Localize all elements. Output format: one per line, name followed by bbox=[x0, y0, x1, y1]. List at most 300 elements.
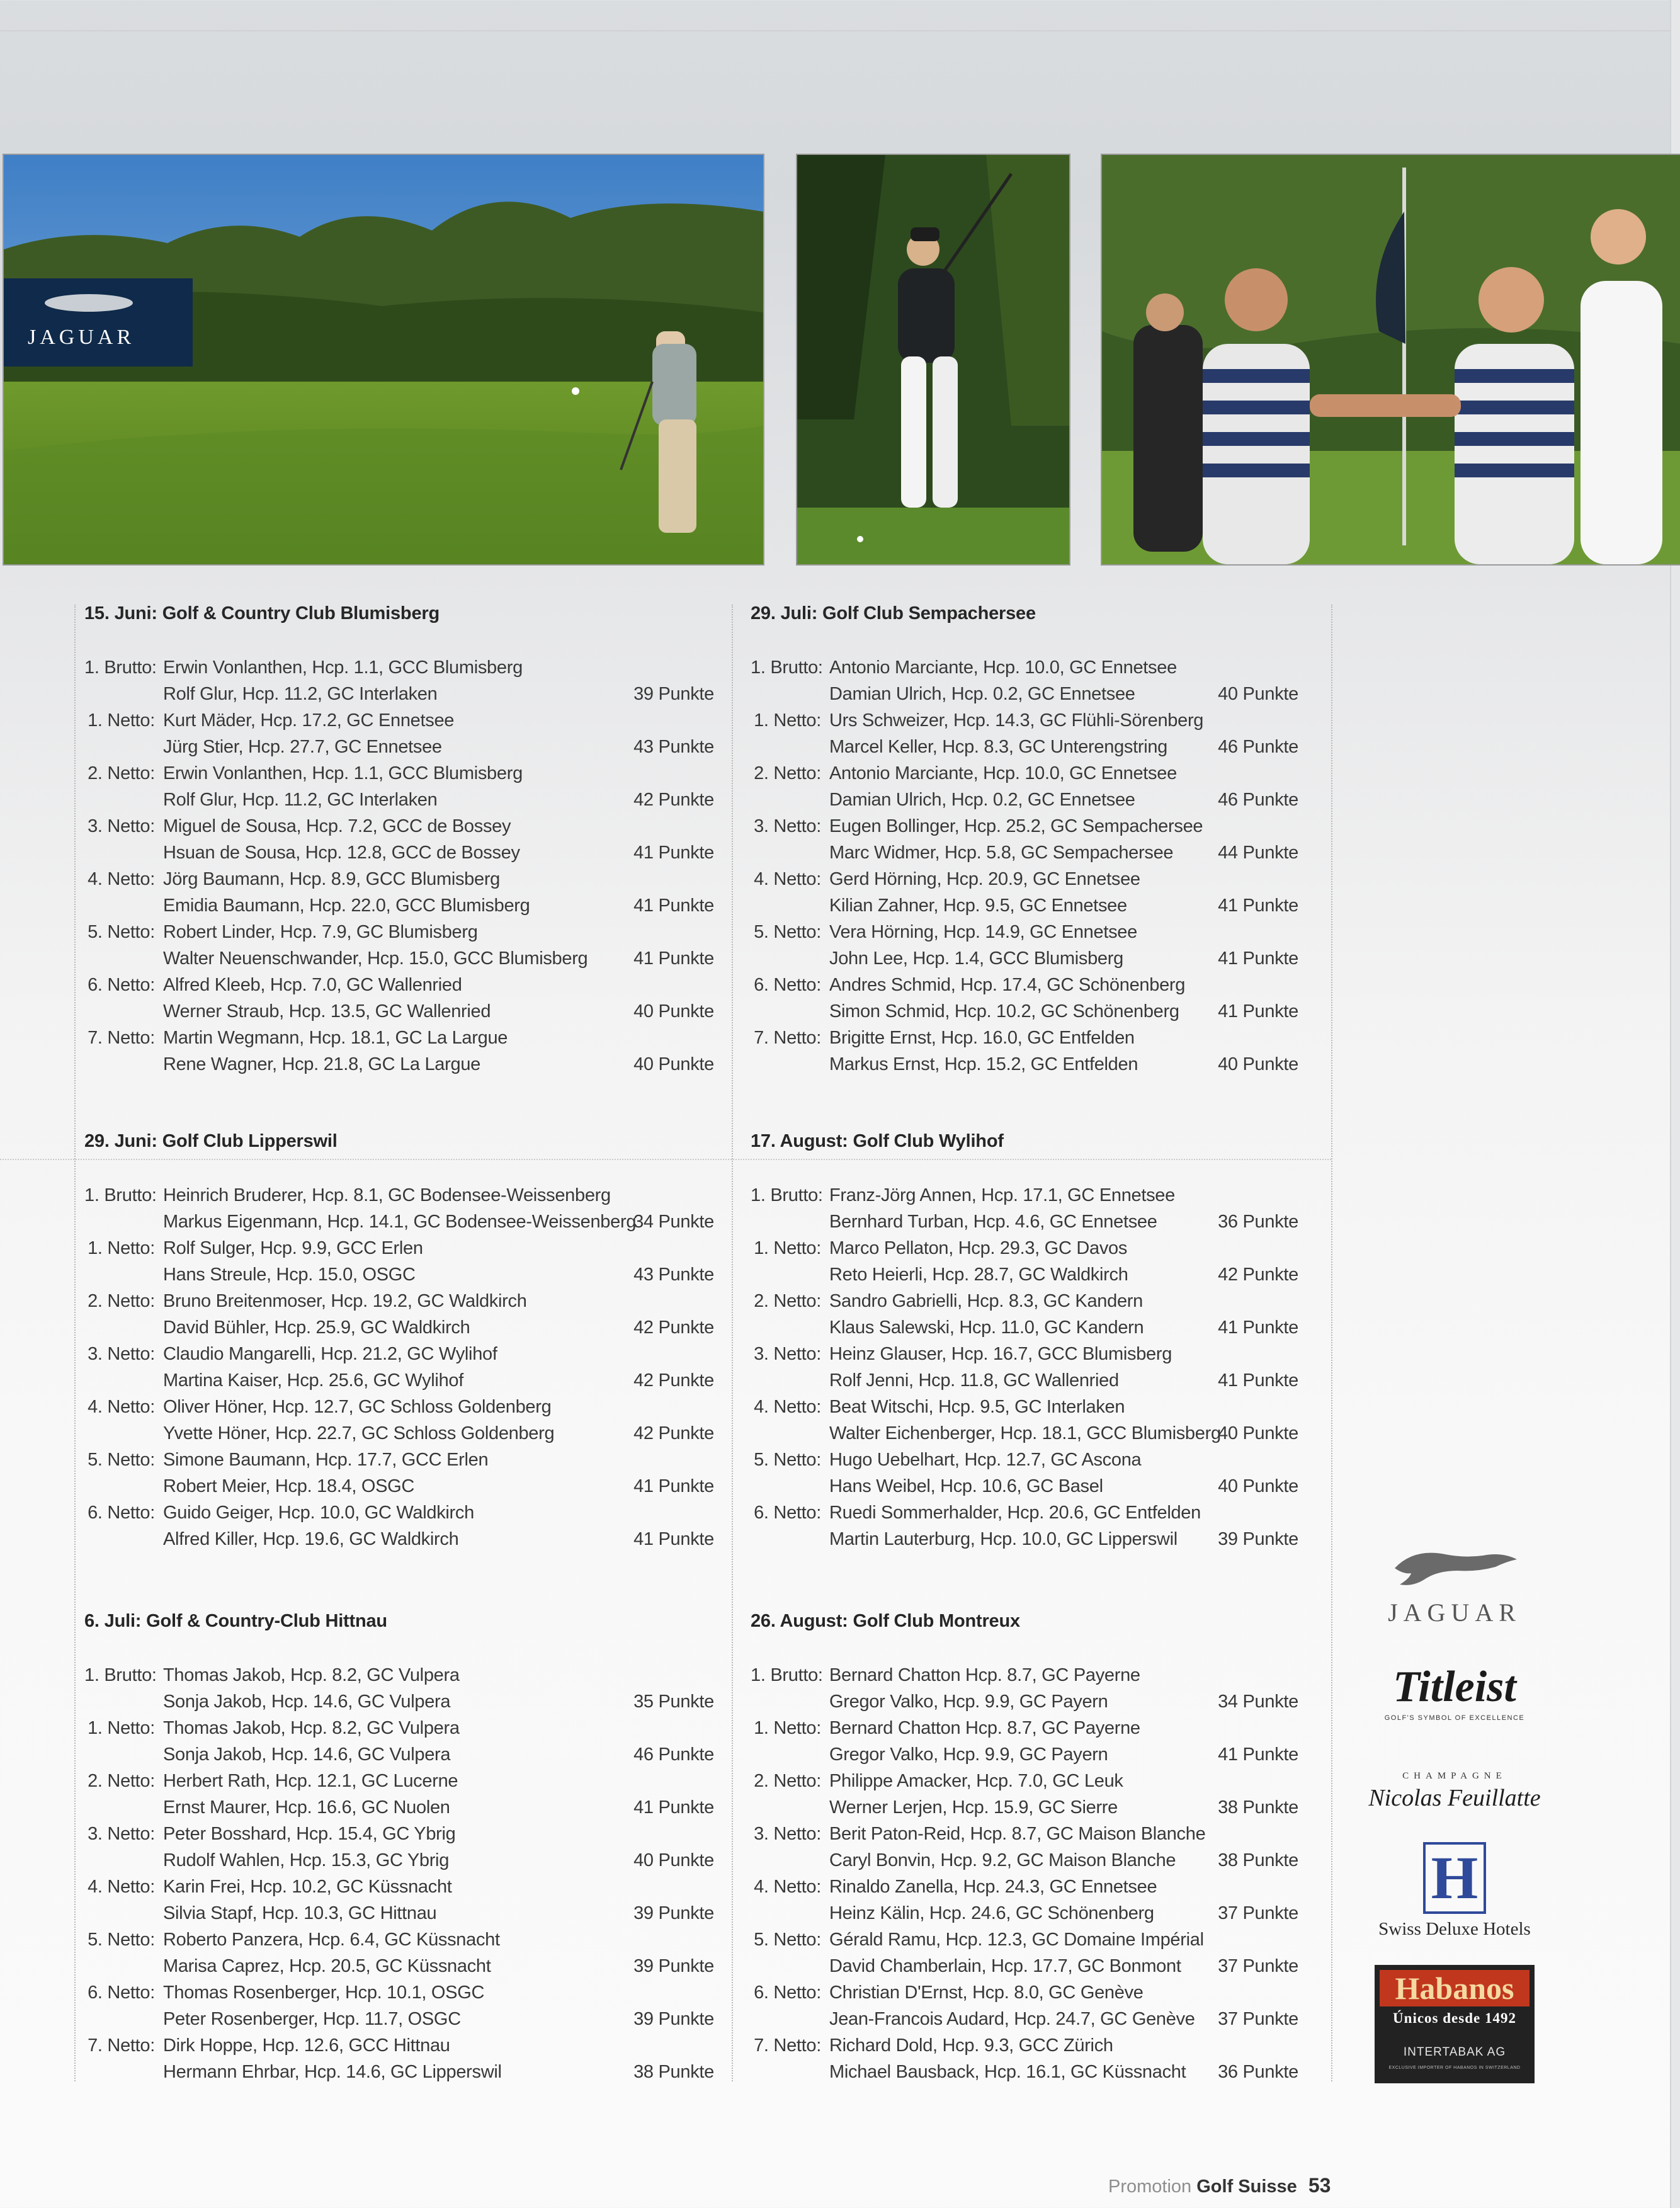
result-row bbox=[751, 707, 1298, 734]
result-points: 46 Punkte bbox=[1218, 790, 1298, 810]
result-player: Rolf Sulger, Hcp. 9.9, GCC Erlen bbox=[163, 1238, 423, 1258]
section-title: 29. Juli: Golf Club Sempachersee bbox=[751, 603, 1036, 623]
result-player: Markus Eigenmann, Hcp. 14.1, GC Bodensee-Weissenberg bbox=[163, 1212, 637, 1232]
result-player: Caryl Bonvin, Hcp. 9.2, GC Maison Blanche bbox=[829, 1850, 1176, 1870]
habanos-logo bbox=[1360, 1965, 1549, 2083]
result-row bbox=[751, 919, 1298, 945]
intertabak-wordmark: INTERTABAK AG bbox=[1403, 2046, 1506, 2059]
result-rank: 4. Netto: bbox=[754, 1397, 821, 1417]
result-row bbox=[751, 1288, 1298, 1314]
result-rank: 2. Netto: bbox=[754, 1771, 821, 1791]
result-points: 34 Punkte bbox=[633, 1212, 714, 1232]
result-row bbox=[84, 1314, 714, 1341]
results-list bbox=[751, 1662, 1298, 2085]
result-points: 46 Punkte bbox=[1218, 737, 1298, 757]
result-player: Hsuan de Sousa, Hcp. 12.8, GCC de Bossey bbox=[163, 843, 520, 863]
photo-putting-golfer bbox=[3, 154, 764, 566]
intertabak-subline: EXCLUSIVE IMPORTER OF HABANOS IN SWITZERLAND bbox=[1388, 2066, 1521, 2070]
result-player: Philippe Amacker, Hcp. 7.0, GC Leuk bbox=[829, 1771, 1123, 1791]
result-player: Gregor Valko, Hcp. 9.9, GC Payern bbox=[829, 1692, 1108, 1712]
result-player: Roberto Panzera, Hcp. 6.4, GC Küssnacht bbox=[163, 1930, 500, 1950]
result-points: 38 Punkte bbox=[1218, 1850, 1298, 1870]
result-row bbox=[84, 681, 714, 707]
result-points: 40 Punkte bbox=[1218, 684, 1298, 704]
result-row bbox=[751, 1794, 1298, 1821]
result-rank: 1. Brutto: bbox=[84, 1185, 157, 1205]
swiss-deluxe-hotels-logo bbox=[1360, 1842, 1549, 1940]
result-row bbox=[84, 1051, 714, 1078]
result-row bbox=[84, 892, 714, 919]
result-row bbox=[84, 787, 714, 813]
result-rank: 6. Netto: bbox=[754, 1983, 821, 2003]
leaping-cat-icon bbox=[1388, 1543, 1521, 1591]
result-points: 39 Punkte bbox=[1218, 1529, 1298, 1549]
champagne-wordmark: Nicolas Feuillatte bbox=[1368, 1785, 1541, 1811]
result-row bbox=[751, 998, 1298, 1025]
result-row bbox=[751, 681, 1298, 707]
result-rank: 6. Netto: bbox=[88, 1503, 155, 1523]
result-player: Thomas Jakob, Hcp. 8.2, GC Vulpera bbox=[163, 1718, 460, 1738]
result-player: Walter Neuenschwander, Hcp. 15.0, GCC Blumisberg bbox=[163, 948, 588, 969]
result-points: 42 Punkte bbox=[633, 1317, 714, 1338]
result-rank: 5. Netto: bbox=[754, 1450, 821, 1470]
result-points: 40 Punkte bbox=[1218, 1054, 1298, 1074]
result-points: 35 Punkte bbox=[633, 1692, 714, 1712]
result-row bbox=[84, 1847, 714, 1874]
result-rank: 3. Netto: bbox=[754, 1824, 821, 1844]
result-row bbox=[84, 866, 714, 892]
result-row bbox=[84, 1794, 714, 1821]
section-title: 17. August: Golf Club Wylihof bbox=[751, 1131, 1004, 1151]
result-row bbox=[84, 1741, 714, 1768]
result-rank: 2. Netto: bbox=[88, 1771, 155, 1791]
page-number: 53 bbox=[1308, 2174, 1331, 2197]
result-player: Antonio Marciante, Hcp. 10.0, GC Ennetsee bbox=[829, 657, 1177, 678]
result-row bbox=[751, 2032, 1298, 2059]
result-points: 46 Punkte bbox=[633, 1744, 714, 1765]
result-rank: 5. Netto: bbox=[754, 1930, 821, 1950]
result-rank: 7. Netto: bbox=[754, 2035, 821, 2056]
result-row bbox=[84, 1447, 714, 1473]
result-rank: 4. Netto: bbox=[88, 869, 155, 889]
result-points: 44 Punkte bbox=[1218, 843, 1298, 863]
result-row bbox=[751, 1473, 1298, 1500]
result-points: 34 Punkte bbox=[1218, 1692, 1298, 1712]
result-rank: 1. Netto: bbox=[754, 1238, 821, 1258]
results-list bbox=[84, 654, 714, 1078]
result-points: 43 Punkte bbox=[633, 1265, 714, 1285]
result-row bbox=[751, 2006, 1298, 2032]
result-rank: 2. Netto: bbox=[88, 1291, 155, 1311]
result-row bbox=[84, 1900, 714, 1926]
column-rule-right bbox=[1331, 605, 1332, 2081]
result-row bbox=[84, 1688, 714, 1715]
result-player: Hans Streule, Hcp. 15.0, OSGC bbox=[163, 1265, 416, 1285]
result-points: 40 Punkte bbox=[633, 1850, 714, 1870]
result-row bbox=[751, 1261, 1298, 1288]
results-section-montreux bbox=[751, 1608, 1298, 2085]
result-player: Werner Straub, Hcp. 13.5, GC Wallenried bbox=[163, 1001, 491, 1021]
result-points: 41 Punkte bbox=[1218, 1001, 1298, 1021]
result-row bbox=[84, 1715, 714, 1741]
result-row bbox=[751, 1662, 1298, 1688]
result-row bbox=[84, 1341, 714, 1367]
result-row bbox=[751, 813, 1298, 839]
result-rank: 4. Netto: bbox=[754, 1877, 821, 1897]
result-points: 39 Punkte bbox=[633, 684, 714, 704]
result-player: Jean-Francois Audard, Hcp. 24.7, GC Genève bbox=[829, 2009, 1195, 2029]
result-row bbox=[84, 1979, 714, 2006]
result-rank: 1. Netto: bbox=[88, 1238, 155, 1258]
result-row bbox=[751, 1341, 1298, 1367]
result-player: Bernhard Turban, Hcp. 4.6, GC Ennetsee bbox=[829, 1212, 1157, 1232]
result-row bbox=[751, 1953, 1298, 1979]
page-footer bbox=[1108, 2174, 1331, 2197]
result-rank: 6. Netto: bbox=[754, 1503, 821, 1523]
result-points: 41 Punkte bbox=[1218, 948, 1298, 969]
result-player: Robert Meier, Hcp. 18.4, OSGC bbox=[163, 1476, 415, 1496]
result-row bbox=[751, 1394, 1298, 1420]
result-player: Thomas Rosenberger, Hcp. 10.1, OSGC bbox=[163, 1983, 485, 2003]
result-row bbox=[751, 1235, 1298, 1261]
result-rank: 6. Netto: bbox=[88, 975, 155, 995]
result-player: Klaus Salewski, Hcp. 11.0, GC Kandern bbox=[829, 1317, 1144, 1338]
result-points: 40 Punkte bbox=[633, 1001, 714, 1021]
result-points: 43 Punkte bbox=[633, 737, 714, 757]
result-rank: 3. Netto: bbox=[754, 1344, 821, 1364]
result-player: Urs Schweizer, Hcp. 14.3, GC Flühli-Sörenberg bbox=[829, 710, 1204, 731]
result-row bbox=[84, 760, 714, 787]
results-list bbox=[84, 1662, 714, 2085]
result-row bbox=[84, 1768, 714, 1794]
result-player: Gerd Hörning, Hcp. 20.9, GC Ennetsee bbox=[829, 869, 1140, 889]
result-row bbox=[751, 1926, 1298, 1953]
result-player: Heinrich Bruderer, Hcp. 8.1, GC Bodensee-Weissenberg bbox=[163, 1185, 611, 1205]
result-points: 41 Punkte bbox=[633, 1797, 714, 1818]
result-player: Marc Widmer, Hcp. 5.8, GC Sempachersee bbox=[829, 843, 1174, 863]
result-row bbox=[84, 1367, 714, 1394]
result-row bbox=[84, 1420, 714, 1447]
result-player: Jörg Baumann, Hcp. 8.9, GCC Blumisberg bbox=[163, 869, 500, 889]
result-row bbox=[751, 1420, 1298, 1447]
result-rank: 1. Brutto: bbox=[751, 1185, 823, 1205]
jaguar-wordmark: JAGUAR bbox=[1388, 1598, 1521, 1627]
result-rank: 3. Netto: bbox=[754, 816, 821, 836]
result-row bbox=[751, 945, 1298, 972]
hotels-wordmark: Swiss Deluxe Hotels bbox=[1378, 1919, 1531, 1939]
result-row bbox=[84, 2032, 714, 2059]
result-rank: 6. Netto: bbox=[88, 1983, 155, 2003]
result-player: Richard Dold, Hcp. 9.3, GCC Zürich bbox=[829, 2035, 1113, 2056]
result-points: 37 Punkte bbox=[1218, 1956, 1298, 1976]
result-rank: 3. Netto: bbox=[88, 1824, 155, 1844]
result-player: Kurt Mäder, Hcp. 17.2, GC Ennetsee bbox=[163, 710, 455, 731]
result-rank: 1. Netto: bbox=[754, 710, 821, 731]
results-section-wylihof bbox=[751, 1128, 1298, 1552]
result-points: 42 Punkte bbox=[1218, 1265, 1298, 1285]
result-player: Rinaldo Zanella, Hcp. 24.3, GC Ennetsee bbox=[829, 1877, 1157, 1897]
result-player: Rudolf Wahlen, Hcp. 15.3, GC Ybrig bbox=[163, 1850, 450, 1870]
result-row bbox=[751, 1847, 1298, 1874]
result-rank: 5. Netto: bbox=[88, 1930, 155, 1950]
result-row bbox=[84, 1235, 714, 1261]
result-row bbox=[84, 1261, 714, 1288]
result-row bbox=[84, 1821, 714, 1847]
result-row bbox=[84, 972, 714, 998]
result-player: Simone Baumann, Hcp. 17.7, GCC Erlen bbox=[163, 1450, 489, 1470]
result-row bbox=[751, 1741, 1298, 1768]
result-player: Heinz Kälin, Hcp. 24.6, GC Schönenberg bbox=[829, 1903, 1154, 1923]
result-row bbox=[751, 734, 1298, 760]
result-row bbox=[751, 1367, 1298, 1394]
result-player: Silvia Stapf, Hcp. 10.3, GC Hittnau bbox=[163, 1903, 437, 1923]
result-rank: 1. Brutto: bbox=[751, 657, 823, 678]
results-section-sempachersee bbox=[751, 600, 1298, 1078]
result-player: Eugen Bollinger, Hcp. 25.2, GC Sempachersee bbox=[829, 816, 1203, 836]
result-player: Bernard Chatton Hcp. 8.7, GC Payerne bbox=[829, 1718, 1140, 1738]
result-row bbox=[84, 734, 714, 760]
result-player: Reto Heierli, Hcp. 28.7, GC Waldkirch bbox=[829, 1265, 1128, 1285]
habanos-subline: Únicos desde 1492 bbox=[1393, 2010, 1516, 2026]
result-player: Beat Witschi, Hcp. 9.5, GC Interlaken bbox=[829, 1397, 1125, 1417]
result-row bbox=[84, 1662, 714, 1688]
result-row bbox=[84, 1473, 714, 1500]
section-title: 6. Juli: Golf & Country-Club Hittnau bbox=[84, 1611, 387, 1631]
results-section-lipperswil bbox=[84, 1128, 714, 1552]
result-player: Karin Frei, Hcp. 10.2, GC Küssnacht bbox=[163, 1877, 452, 1897]
result-player: Gregor Valko, Hcp. 9.9, GC Payern bbox=[829, 1744, 1108, 1765]
result-player: Martin Lauterburg, Hcp. 10.0, GC Lipperswil bbox=[829, 1529, 1178, 1549]
result-player: Erwin Vonlanthen, Hcp. 1.1, GCC Blumisberg bbox=[163, 763, 523, 783]
result-points: 41 Punkte bbox=[1218, 1744, 1298, 1765]
result-row bbox=[84, 813, 714, 839]
section-title: 15. Juni: Golf & Country Club Blumisberg bbox=[84, 603, 440, 623]
result-player: Alfred Kleeb, Hcp. 7.0, GC Wallenried bbox=[163, 975, 462, 995]
result-points: 38 Punkte bbox=[633, 2062, 714, 2082]
result-points: 40 Punkte bbox=[1218, 1476, 1298, 1496]
result-rank: 4. Netto: bbox=[88, 1397, 155, 1417]
result-player: Alfred Killer, Hcp. 19.6, GC Waldkirch bbox=[163, 1529, 459, 1549]
result-points: 36 Punkte bbox=[1218, 2062, 1298, 2082]
result-row bbox=[751, 1715, 1298, 1741]
result-points: 41 Punkte bbox=[633, 1476, 714, 1496]
result-row bbox=[84, 1500, 714, 1526]
result-row bbox=[751, 839, 1298, 866]
result-row bbox=[84, 1526, 714, 1552]
result-row bbox=[751, 972, 1298, 998]
result-rank: 4. Netto: bbox=[88, 1877, 155, 1897]
result-row bbox=[751, 1821, 1298, 1847]
result-player: Christian D'Ernst, Hcp. 8.0, GC Genève bbox=[829, 1983, 1144, 2003]
result-player: Bernard Chatton Hcp. 8.7, GC Payerne bbox=[829, 1665, 1140, 1685]
result-points: 40 Punkte bbox=[1218, 1423, 1298, 1443]
result-row bbox=[751, 1874, 1298, 1900]
result-player: Andres Schmid, Hcp. 17.4, GC Schönenberg bbox=[829, 975, 1186, 995]
result-player: Gérald Ramu, Hcp. 12.3, GC Domaine Impérial bbox=[829, 1930, 1204, 1950]
result-rank: 5. Netto: bbox=[88, 1450, 155, 1470]
result-player: Hermann Ehrbar, Hcp. 14.6, GC Lipperswil bbox=[163, 2062, 502, 2082]
footer-promotion: Promotion bbox=[1108, 2177, 1192, 2197]
result-rank: 1. Brutto: bbox=[751, 1665, 823, 1685]
result-player: Robert Linder, Hcp. 7.9, GC Blumisberg bbox=[163, 922, 478, 942]
result-player: Simon Schmid, Hcp. 10.2, GC Schönenberg bbox=[829, 1001, 1179, 1021]
results-section-blumisberg bbox=[84, 600, 714, 1078]
result-row bbox=[751, 1209, 1298, 1235]
result-player: Ruedi Sommerhalder, Hcp. 20.6, GC Entfelden bbox=[829, 1503, 1201, 1523]
result-row bbox=[751, 1979, 1298, 2006]
habanos-wordmark: Habanos bbox=[1380, 1970, 1530, 2006]
column-rule-left bbox=[74, 605, 76, 2081]
result-points: 39 Punkte bbox=[633, 1956, 714, 1976]
result-row bbox=[84, 1209, 714, 1235]
result-row bbox=[751, 1314, 1298, 1341]
result-player: Kilian Zahner, Hcp. 9.5, GC Ennetsee bbox=[829, 896, 1127, 916]
result-points: 39 Punkte bbox=[633, 2009, 714, 2029]
result-player: Claudio Mangarelli, Hcp. 21.2, GC Wylihof bbox=[163, 1344, 497, 1364]
result-points: 36 Punkte bbox=[1218, 1212, 1298, 1232]
result-row bbox=[84, 839, 714, 866]
results-list bbox=[751, 654, 1298, 1078]
result-points: 41 Punkte bbox=[633, 1529, 714, 1549]
result-row bbox=[751, 1900, 1298, 1926]
result-row bbox=[84, 654, 714, 681]
result-rank: 7. Netto: bbox=[88, 2035, 155, 2056]
result-player: Miguel de Sousa, Hcp. 7.2, GCC de Bossey bbox=[163, 816, 511, 836]
result-player: Hugo Uebelhart, Hcp. 12.7, GC Ascona bbox=[829, 1450, 1142, 1470]
jaguar-logo bbox=[1360, 1543, 1549, 1627]
result-points: 41 Punkte bbox=[633, 948, 714, 969]
result-player: Rene Wagner, Hcp. 21.8, GC La Largue bbox=[163, 1054, 480, 1074]
result-player: Antonio Marciante, Hcp. 10.0, GC Ennetsee bbox=[829, 763, 1177, 783]
result-rank: 1. Netto: bbox=[754, 1718, 821, 1738]
result-row bbox=[751, 654, 1298, 681]
result-player: Walter Eichenberger, Hcp. 18.1, GCC Blumisberg bbox=[829, 1423, 1221, 1443]
result-player: Hans Weibel, Hcp. 10.6, GC Basel bbox=[829, 1476, 1103, 1496]
result-player: Herbert Rath, Hcp. 12.1, GC Lucerne bbox=[163, 1771, 458, 1791]
result-row bbox=[84, 1288, 714, 1314]
result-points: 38 Punkte bbox=[1218, 1797, 1298, 1818]
result-rank: 3. Netto: bbox=[88, 816, 155, 836]
result-player: Emidia Baumann, Hcp. 22.0, GCC Blumisberg bbox=[163, 896, 530, 916]
result-player: Peter Rosenberger, Hcp. 11.7, OSGC bbox=[163, 2009, 461, 2029]
result-row bbox=[84, 1182, 714, 1209]
result-rank: 5. Netto: bbox=[88, 922, 155, 942]
result-points: 42 Punkte bbox=[633, 1370, 714, 1391]
result-row bbox=[751, 1526, 1298, 1552]
result-rank: 5. Netto: bbox=[754, 922, 821, 942]
result-points: 39 Punkte bbox=[633, 1903, 714, 1923]
result-player: Berit Paton-Reid, Hcp. 8.7, GC Maison Blanche bbox=[829, 1824, 1206, 1844]
result-row bbox=[84, 1926, 714, 1953]
result-points: 42 Punkte bbox=[633, 790, 714, 810]
result-row bbox=[84, 2059, 714, 2085]
results-list bbox=[84, 1182, 714, 1552]
result-player: Bruno Breitenmoser, Hcp. 19.2, GC Waldkirch bbox=[163, 1291, 527, 1311]
result-row bbox=[84, 1394, 714, 1420]
column-rule-middle bbox=[732, 605, 733, 2081]
result-player: Sonja Jakob, Hcp. 14.6, GC Vulpera bbox=[163, 1744, 451, 1765]
result-rank: 7. Netto: bbox=[88, 1028, 155, 1048]
jaguar-banner: JAGUAR bbox=[28, 326, 135, 349]
result-player: Marcel Keller, Hcp. 8.3, GC Unterengstring bbox=[829, 737, 1168, 757]
result-rank: 3. Netto: bbox=[88, 1344, 155, 1364]
result-rank: 1. Brutto: bbox=[84, 1665, 157, 1685]
result-player: Vera Hörning, Hcp. 14.9, GC Ennetsee bbox=[829, 922, 1137, 942]
result-row bbox=[84, 945, 714, 972]
result-player: David Chamberlain, Hcp. 17.7, GC Bonmont bbox=[829, 1956, 1181, 1976]
result-player: Oliver Höner, Hcp. 12.7, GC Schloss Goldenberg bbox=[163, 1397, 552, 1417]
result-player: Thomas Jakob, Hcp. 8.2, GC Vulpera bbox=[163, 1665, 460, 1685]
result-player: Markus Ernst, Hcp. 15.2, GC Entfelden bbox=[829, 1054, 1138, 1074]
champagne-label: CHAMPAGNE bbox=[1402, 1771, 1507, 1781]
result-rank: 2. Netto: bbox=[88, 763, 155, 783]
result-points: 41 Punkte bbox=[1218, 896, 1298, 916]
result-player: David Bühler, Hcp. 25.9, GC Waldkirch bbox=[163, 1317, 470, 1338]
result-player: Rolf Jenni, Hcp. 11.8, GC Wallenried bbox=[829, 1370, 1119, 1391]
result-row bbox=[84, 919, 714, 945]
result-player: Damian Ulrich, Hcp. 0.2, GC Ennetsee bbox=[829, 790, 1135, 810]
result-row bbox=[751, 1447, 1298, 1473]
photo-handshake bbox=[1101, 154, 1680, 566]
result-row bbox=[751, 760, 1298, 787]
result-points: 41 Punkte bbox=[633, 896, 714, 916]
result-points: 40 Punkte bbox=[633, 1054, 714, 1074]
result-row bbox=[751, 787, 1298, 813]
result-points: 42 Punkte bbox=[633, 1423, 714, 1443]
result-rank: 4. Netto: bbox=[754, 869, 821, 889]
result-points: 37 Punkte bbox=[1218, 2009, 1298, 2029]
result-rank: 1. Netto: bbox=[88, 1718, 155, 1738]
result-rank: 2. Netto: bbox=[754, 1291, 821, 1311]
result-row bbox=[751, 1182, 1298, 1209]
result-rank: 1. Netto: bbox=[88, 710, 155, 731]
titleist-logo bbox=[1360, 1663, 1549, 1722]
result-row bbox=[84, 1025, 714, 1051]
result-player: Ernst Maurer, Hcp. 16.6, GC Nuolen bbox=[163, 1797, 450, 1818]
result-player: Erwin Vonlanthen, Hcp. 1.1, GCC Blumisberg bbox=[163, 657, 523, 678]
result-row bbox=[84, 707, 714, 734]
hotels-letter: H bbox=[1431, 1844, 1479, 1911]
result-points: 37 Punkte bbox=[1218, 1903, 1298, 1923]
result-row bbox=[751, 2059, 1298, 2085]
result-row bbox=[751, 866, 1298, 892]
result-player: Jürg Stier, Hcp. 27.7, GC Ennetsee bbox=[163, 737, 442, 757]
result-row bbox=[751, 1051, 1298, 1078]
result-points: 41 Punkte bbox=[633, 843, 714, 863]
result-player: Peter Bosshard, Hcp. 15.4, GC Ybrig bbox=[163, 1824, 456, 1844]
result-row bbox=[751, 892, 1298, 919]
results-list bbox=[751, 1182, 1298, 1552]
result-player: Dirk Hoppe, Hcp. 12.6, GCC Hittnau bbox=[163, 2035, 450, 2056]
section-title: 26. August: Golf Club Montreux bbox=[751, 1611, 1020, 1631]
result-row bbox=[84, 2006, 714, 2032]
results-section-hittnau bbox=[84, 1608, 714, 2085]
titleist-wordmark: Titleist bbox=[1393, 1663, 1516, 1711]
section-title: 29. Juni: Golf Club Lipperswil bbox=[84, 1131, 338, 1151]
hotels-emblem bbox=[1423, 1842, 1486, 1914]
result-player: Franz-Jörg Annen, Hcp. 17.1, GC Ennetsee bbox=[829, 1185, 1175, 1205]
nicolas-feuillatte-logo bbox=[1360, 1771, 1549, 1812]
result-rank: 1. Brutto: bbox=[84, 657, 157, 678]
result-row bbox=[84, 1874, 714, 1900]
titleist-tagline: GOLF'S SYMBOL OF EXCELLENCE bbox=[1384, 1714, 1525, 1722]
result-row bbox=[84, 998, 714, 1025]
result-points: 41 Punkte bbox=[1218, 1370, 1298, 1391]
result-player: Michael Bausback, Hcp. 16.1, GC Küssnacht bbox=[829, 2062, 1186, 2082]
result-player: Sandro Gabrielli, Hcp. 8.3, GC Kandern bbox=[829, 1291, 1143, 1311]
result-row bbox=[751, 1768, 1298, 1794]
result-row bbox=[84, 1953, 714, 1979]
